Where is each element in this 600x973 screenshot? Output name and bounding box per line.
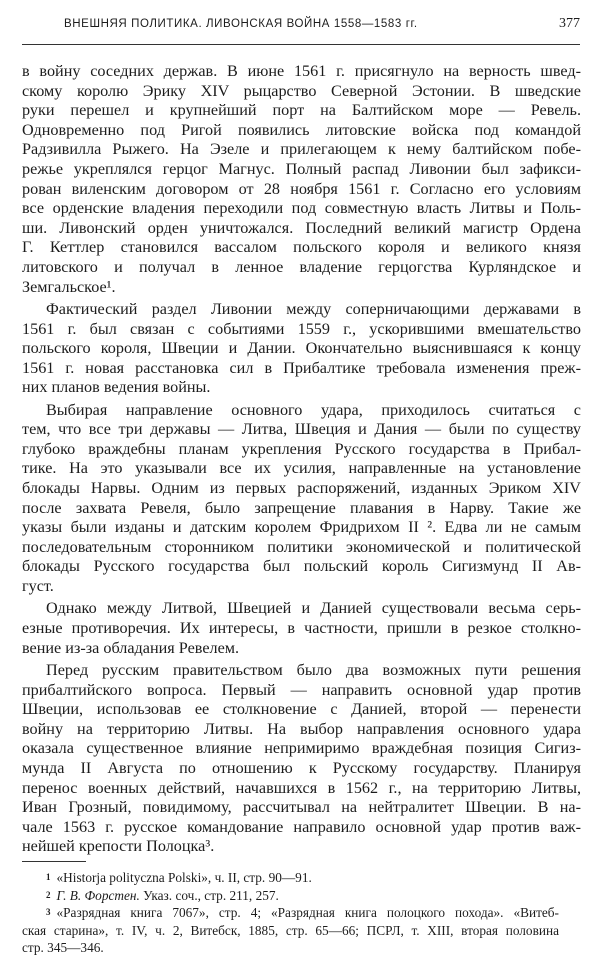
footnote-text: ская старина», т. IV, ч. 2, Витебск, 1885, стр. 65—66; ПСРЛ, т. XIII, вторая половина — [22, 922, 559, 938]
text-line: руки перешел и крупнейший порт на Балтийском море — Ревель. — [22, 101, 581, 120]
text-line: глубоко враждебны планам укрепления Русского государства в Прибал- — [22, 439, 581, 458]
footnote-text: «Historja polityczna Polski», ч. II, стр. 90—91. — [56, 870, 312, 885]
paragraph — [22, 300, 581, 398]
footnote-number: 2 — [46, 889, 51, 900]
text-line: прибалтийского вопроса. Первый — направить основной удар против — [22, 680, 581, 699]
footnote-author: Г. В. Форстен. — [56, 887, 140, 903]
text-line: ши. Ливонский орден уничтожался. Последний великий магистр Ордена — [22, 218, 581, 237]
text-line: войну на территорию Литвы. На выбор направления основного удара — [22, 719, 581, 738]
text-line: оказала существенное влияние непримиримо враждебная позиция Сигиз- — [22, 739, 581, 758]
text-line: блокады Русского государства был польский король Сигизмунд II Ав- — [22, 557, 581, 576]
footnote-number: 1 — [46, 872, 51, 882]
text-line: мунда II Августа по отношению к Русскому государству. Планируя — [22, 758, 581, 777]
text-line: Земгальское¹. — [22, 277, 116, 296]
text-line: режье укреплялся герцог Магнус. Полный распад Ливонии был зафикси- — [22, 159, 581, 178]
text-line: рован виленским договором от 28 ноября 1561 г. Согласно его условиям — [22, 179, 581, 198]
text-line: 1561 г. новая расстановка сил в Прибалтике требовала изменения преж- — [22, 358, 581, 377]
text-line: Иван Грозный, повидимому, рассчитывал на нейтралитет Швеции. В на- — [22, 798, 581, 817]
paragraph — [22, 401, 581, 597]
text-line: после захвата Ревеля, было запрещение плавания в Нарву. Такие же — [22, 498, 581, 517]
text-line: Фактический раздел Ливонии между соперничающими державами в — [46, 299, 581, 318]
body-text — [22, 62, 581, 860]
running-header-title: ВНЕШНЯЯ ПОЛИТИКА. ЛИВОНСКАЯ ВОЙНА 1558—1583 гг. — [64, 18, 418, 30]
footnote-line — [22, 922, 559, 940]
paragraph — [22, 599, 581, 658]
text-line: вение из-за обладания Ревелем. — [22, 638, 240, 657]
footnote-line — [22, 904, 559, 922]
text-line: густ. — [22, 577, 54, 596]
text-line: Радзивилла Рыжего. На Эзеле и прилегающем к нему балтийском побе- — [22, 140, 581, 159]
paragraph — [22, 62, 581, 297]
paragraph — [22, 661, 581, 857]
footnote-line — [22, 869, 559, 887]
page-number: 377 — [559, 16, 580, 31]
text-line: в войну соседних держав. В июне 1561 г. присягнуло на верность швед- — [22, 62, 581, 80]
footnote-text: «Разрядная книга 7067», стр. 4; «Разрядная книга полоцкого похода». «Витеб- — [56, 905, 559, 921]
text-line: Перед русским правительством было два возможных пути решения — [46, 661, 581, 679]
running-header — [22, 16, 580, 38]
text-line: Одновременно под Ригой появились литовские войска под командой — [22, 120, 581, 139]
footnote-line — [22, 939, 559, 957]
text-line: последовательным сторонником политики экономической и политической — [22, 537, 581, 556]
text-line: езные противоречия. Их интересы, в частности, пришли в резкое столкно- — [22, 619, 581, 638]
text-line: Выбирая направление основного удара, приходилось считаться с — [46, 400, 581, 419]
text-line: блокады Нарвы. Одним из первых распоряжений, изданных Эриком XIV — [22, 479, 581, 498]
text-line: все орденские владения переходили под совместную власть Литвы и Поль- — [22, 199, 581, 218]
text-line: Г. Кеттлер становился вассалом польского короля и великого князя — [22, 238, 581, 257]
text-line: указы были изданы и датским королем Фридрихом II ². Едва ли не самым — [22, 518, 581, 537]
text-line: перенос военных действий, начавшихся в 1562 г., на территорию Литвы, — [22, 778, 581, 797]
text-line: нейшей крепости Полоцка³. — [22, 837, 215, 856]
text-line: скому королю Эрику XIV рыцарство Северной Эстонии. В шведские — [22, 81, 581, 100]
footnotes — [22, 869, 559, 957]
text-line: тем, что все три державы — Литва, Швеция и Дания — были по существу — [22, 420, 581, 439]
text-line: польского короля, Швеции и Дании. Окончательно выяснившаяся к концу — [22, 339, 581, 358]
footnote-text: стр. 345—346. — [22, 940, 104, 956]
text-line: литовского и получал в ленное владение герцогства Курляндское и — [22, 257, 581, 276]
text-line: тике. На это указывали все их усилия, направленные на установление — [22, 459, 581, 478]
footnote-text: Указ. соч., стр. 211, 257. — [139, 887, 279, 903]
text-line: чале 1563 г. русское командование направило основной удар против важ- — [22, 817, 581, 836]
footnote-separator — [22, 861, 86, 862]
text-line: 1561 г. был связан с событиями 1559 г., ускорившими вмешательство — [22, 319, 581, 338]
footnote-number: 3 — [46, 907, 51, 918]
text-line: Швеции, использовав ее столкновение с Данией, второй — перенести — [22, 700, 581, 719]
text-line: них планов ведения войны. — [22, 378, 211, 397]
text-line: Однако между Литвой, Швецией и Данией существовали весьма серь- — [46, 599, 581, 618]
footnote-line — [22, 887, 559, 905]
header-rule — [22, 44, 580, 45]
